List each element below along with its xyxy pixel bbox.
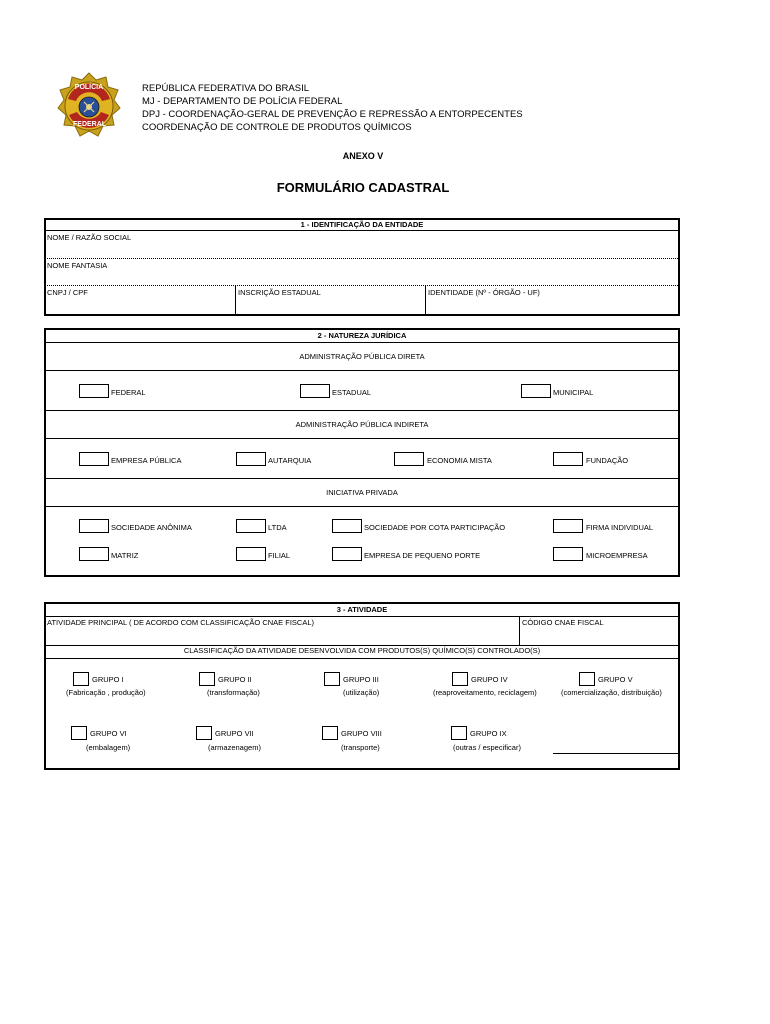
grupo-ix-label: GRUPO IX (470, 729, 507, 738)
fundacao-checkbox[interactable] (553, 452, 583, 466)
grupo-v-checkbox[interactable] (579, 672, 595, 686)
grupo-vii-checkbox[interactable] (196, 726, 212, 740)
divider (44, 658, 680, 659)
grupo-ix-desc: (outras / especificar) (453, 743, 521, 752)
ltda-checkbox[interactable] (236, 519, 266, 533)
grupo-iv-label: GRUPO IV (471, 675, 508, 684)
nome-razao-social-label: NOME / RAZÃO SOCIAL (47, 233, 132, 242)
grupo-i-label: GRUPO I (92, 675, 124, 684)
privada-heading: INICIATIVA PRIVADA (326, 488, 398, 497)
badge-emblem-icon (56, 71, 122, 141)
firma-individual-label: FIRMA INDIVIDUAL (586, 523, 654, 532)
grupo-vii-desc: (armazenagem) (208, 743, 261, 752)
sociedade-cota-checkbox[interactable] (332, 519, 362, 533)
section2-title: 2 - NATUREZA JURÍDICA (317, 331, 407, 340)
empresa-pequeno-porte-checkbox[interactable] (332, 547, 362, 561)
municipal-checkbox[interactable] (521, 384, 551, 398)
inscricao-estadual-label: INSCRIÇÃO ESTADUAL (238, 288, 321, 297)
classificacao-heading: CLASSIFICAÇÃO DA ATIVIDADE DESENVOLVIDA COM PRODUTOS(S) QUÍMICO(S) CONTROLADO(S) (183, 646, 541, 655)
annex-label: ANEXO V (342, 151, 384, 161)
sociedade-cota-label: SOCIEDADE POR COTA PARTICIPAÇÃO (364, 523, 506, 532)
nome-fantasia-field[interactable] (46, 259, 678, 285)
divider (44, 438, 680, 439)
divider (44, 410, 680, 411)
grupo-vi-checkbox[interactable] (71, 726, 87, 740)
section3-title: 3 - ATIVIDADE (336, 605, 388, 614)
grupo-ii-label: GRUPO II (218, 675, 252, 684)
divider (44, 506, 680, 507)
autarquia-label: AUTARQUIA (268, 456, 312, 465)
section1-title: 1 - IDENTIFICAÇÃO DA ENTIDADE (300, 220, 424, 229)
ltda-label: LTDA (268, 523, 287, 532)
matriz-checkbox[interactable] (79, 547, 109, 561)
header-line-2: MJ - DEPARTAMENTO DE POLÍCIA FEDERAL (142, 96, 343, 107)
header-line-4: COORDENAÇÃO DE CONTROLE DE PRODUTOS QUÍMICOS (142, 122, 412, 133)
grupo-i-desc: (Fabricação , produção) (66, 688, 146, 697)
empresa-publica-checkbox[interactable] (79, 452, 109, 466)
autarquia-checkbox[interactable] (236, 452, 266, 466)
policia-federal-badge (56, 71, 122, 141)
grupo-iv-checkbox[interactable] (452, 672, 468, 686)
grupo-iii-label: GRUPO III (343, 675, 379, 684)
grupo-iv-desc: (reaproveitamento, reciclagem) (433, 688, 537, 697)
economia-mista-checkbox[interactable] (394, 452, 424, 466)
fundacao-label: FUNDAÇÃO (586, 456, 629, 465)
header-line-3: DPJ - COORDENAÇÃO-GERAL DE PREVENÇÃO E REPRESSÃO A ENTORPECENTES (142, 109, 523, 120)
grupo-v-desc: (comercialização, distribuição) (561, 688, 662, 697)
section-natureza-juridica (44, 328, 680, 577)
sociedade-anonima-checkbox[interactable] (79, 519, 109, 533)
divider (44, 342, 680, 343)
grupo-vi-label: GRUPO VI (90, 729, 127, 738)
grupo-ii-desc: (transformação) (207, 688, 260, 697)
identidade-label: IDENTIDADE (Nº - ÓRGÃO - UF) (428, 288, 540, 297)
grupo-viii-checkbox[interactable] (322, 726, 338, 740)
badge-text-bottom: FEDERAL (73, 121, 107, 128)
grupo-i-checkbox[interactable] (73, 672, 89, 686)
nome-razao-social-field[interactable] (46, 231, 678, 258)
direta-heading: ADMINISTRAÇÃO PÚBLICA DIRETA (299, 352, 425, 361)
grupo-iii-desc: (utilização) (343, 688, 380, 697)
sociedade-anonima-label: SOCIEDADE ANÔNIMA (111, 523, 192, 532)
nome-fantasia-label: NOME FANTASIA (47, 261, 108, 270)
empresa-publica-label: EMPRESA PÚBLICA (111, 456, 182, 465)
grupo-viii-label: GRUPO VIII (341, 729, 382, 738)
divider (44, 370, 680, 371)
firma-individual-checkbox[interactable] (553, 519, 583, 533)
matriz-label: MATRIZ (111, 551, 139, 560)
indireta-heading: ADMINISTRAÇÃO PÚBLICA INDIRETA (295, 420, 429, 429)
grupo-v-label: GRUPO V (598, 675, 633, 684)
federal-label: FEDERAL (111, 388, 146, 397)
outras-especificar-field[interactable] (553, 753, 679, 754)
header-line-1: REPÚBLICA FEDERATIVA DO BRASIL (142, 83, 310, 94)
grupo-ix-checkbox[interactable] (451, 726, 467, 740)
grupo-vii-label: GRUPO VII (215, 729, 254, 738)
page-title: FORMULÁRIO CADASTRAL (276, 180, 450, 195)
microempresa-label: MICROEMPRESA (586, 551, 648, 560)
atividade-principal-label: ATIVIDADE PRINCIPAL ( DE ACORDO COM CLASSIFICAÇÃO CNAE FISCAL) (47, 618, 314, 627)
estadual-checkbox[interactable] (300, 384, 330, 398)
microempresa-checkbox[interactable] (553, 547, 583, 561)
economia-mista-label: ECONOMIA MISTA (427, 456, 492, 465)
codigo-cnae-label: CÓDIGO CNAE FISCAL (522, 618, 604, 627)
estadual-label: ESTADUAL (332, 388, 372, 397)
filial-checkbox[interactable] (236, 547, 266, 561)
municipal-label: MUNICIPAL (553, 388, 594, 397)
grupo-iii-checkbox[interactable] (324, 672, 340, 686)
cnpj-cpf-label: CNPJ / CPF (47, 288, 88, 297)
federal-checkbox[interactable] (79, 384, 109, 398)
badge-text-top: POLÍCIA (74, 84, 104, 91)
grupo-ii-checkbox[interactable] (199, 672, 215, 686)
grupo-viii-desc: (transporte) (341, 743, 380, 752)
divider (44, 478, 680, 479)
filial-label: FILIAL (268, 551, 291, 560)
grupo-vi-desc: (embalagem) (86, 743, 131, 752)
empresa-pequeno-porte-label: EMPRESA DE PEQUENO PORTE (364, 551, 481, 560)
